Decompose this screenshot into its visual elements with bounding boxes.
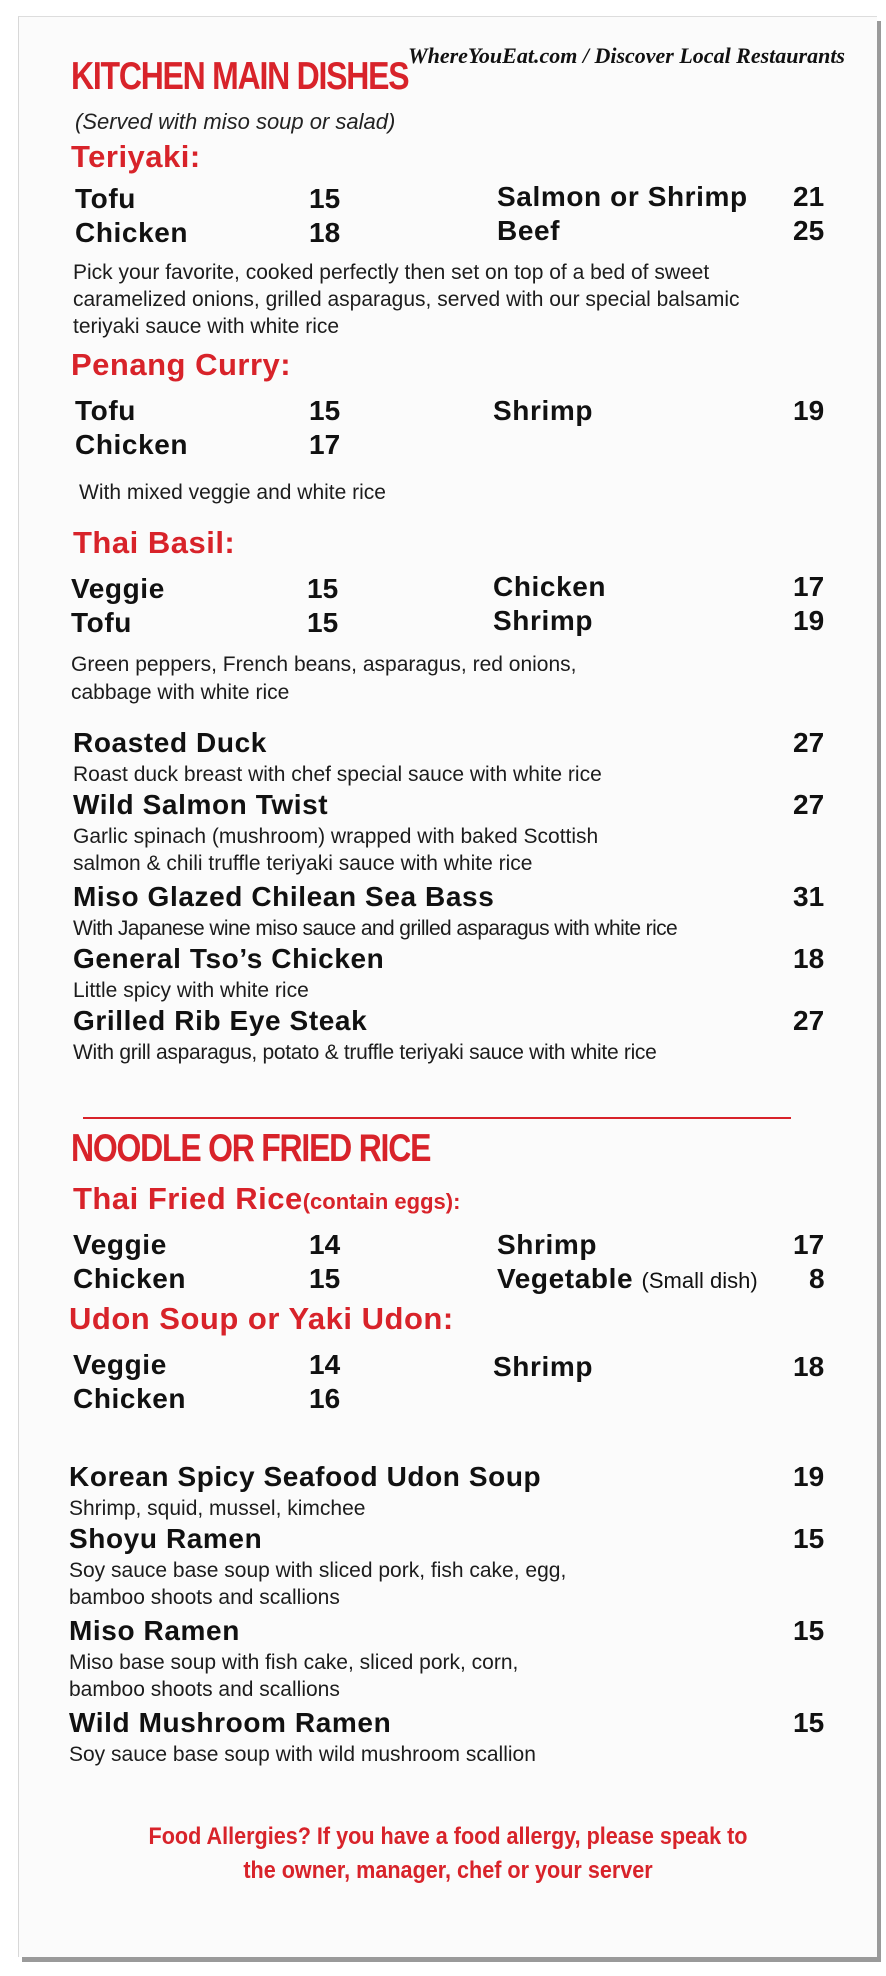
item-price: 15: [309, 183, 341, 214]
item-price: 17: [793, 571, 825, 602]
item-price: 21: [793, 181, 825, 212]
item-price: 14: [309, 1349, 341, 1380]
item-name: Shrimp: [497, 1229, 598, 1260]
item-name: Tofu: [75, 395, 136, 426]
item-name: Wild Mushroom Ramen: [69, 1707, 392, 1738]
item-description: With mixed veggie and white rice: [79, 481, 386, 504]
item-description: bamboo shoots and scallions: [69, 1586, 340, 1609]
category-udon: Udon Soup or Yaki Udon:: [69, 1301, 454, 1336]
item-price: 14: [309, 1229, 341, 1260]
item-price: 17: [309, 429, 341, 460]
item-price: 15: [307, 607, 339, 638]
section-divider: [83, 1117, 791, 1119]
item-description: With Japanese wine miso sauce and grilled asparagus with white rice: [73, 917, 678, 940]
item-description: cabbage with white rice: [71, 681, 290, 704]
item-price: 16: [309, 1383, 341, 1414]
item-price: 27: [793, 789, 825, 820]
item-name: Veggie: [73, 1229, 167, 1260]
item-name: Shrimp: [493, 605, 594, 636]
item-name: Tofu: [71, 607, 132, 638]
item-note: (Small dish): [641, 1268, 758, 1293]
item-price: 19: [793, 395, 825, 426]
item-name: Chicken: [75, 217, 189, 248]
item-price: 18: [309, 217, 341, 248]
item-name: Chicken: [75, 429, 189, 460]
section-title-noodle: NOODLE OR FRIED RICE: [71, 1127, 431, 1170]
item-description: Shrimp, squid, mussel, kimchee: [69, 1497, 366, 1520]
item-description: Miso base soup with fish cake, sliced pork, corn,: [69, 1651, 519, 1674]
item-description: Soy sauce base soup with wild mushroom scallion: [69, 1743, 536, 1766]
item-description: Green peppers, French beans, asparagus, red onions,: [71, 653, 577, 676]
item-name: Grilled Rib Eye Steak: [73, 1005, 368, 1036]
item-name: Korean Spicy Seafood Udon Soup: [69, 1461, 542, 1492]
category-name: Thai Fried Rice: [73, 1181, 303, 1216]
item-price: 15: [793, 1707, 825, 1738]
item-name: Veggie: [71, 573, 165, 604]
item-name: Tofu: [75, 183, 136, 214]
item-description: Roast duck breast with chef special sauce with white rice: [73, 763, 602, 786]
section-title-kitchen: KITCHEN MAIN DISHES: [71, 55, 409, 98]
watermark: WhereYouEat.com / Discover Local Restaurants: [408, 43, 845, 68]
item-price: 25: [793, 215, 825, 246]
category-thai-basil: Thai Basil:: [73, 525, 236, 560]
item-price: 19: [793, 605, 825, 636]
item-name: Roasted Duck: [73, 727, 267, 758]
item-price: 15: [307, 573, 339, 604]
item-price: 19: [793, 1461, 825, 1492]
item-description: bamboo shoots and scallions: [69, 1678, 340, 1701]
category-thai-fried-rice: [73, 1181, 460, 1217]
item-description: caramelized onions, grilled asparagus, served with our special balsamic: [73, 288, 740, 311]
item-price: 17: [793, 1229, 825, 1260]
item-price: 15: [793, 1523, 825, 1554]
item-name: Salmon or Shrimp: [497, 181, 748, 212]
item-name: [497, 1263, 758, 1295]
item-price: 18: [793, 1351, 825, 1382]
item-label: Vegetable: [497, 1263, 634, 1294]
item-name: Shoyu Ramen: [69, 1523, 263, 1554]
item-name: Chicken: [493, 571, 607, 602]
item-price: 15: [309, 1263, 341, 1294]
item-price: 27: [793, 727, 825, 758]
item-price: 31: [793, 881, 825, 912]
category-teriyaki: Teriyaki:: [71, 139, 201, 174]
item-name: Veggie: [73, 1349, 167, 1380]
item-description: salmon & chili truffle teriyaki sauce with white rice: [73, 852, 533, 875]
menu-page: [18, 16, 877, 1957]
category-penang-curry: Penang Curry:: [71, 347, 292, 382]
item-price: 15: [309, 395, 341, 426]
item-description: Pick your favorite, cooked perfectly then set on top of a bed of sweet: [73, 261, 710, 284]
item-description: With grill asparagus, potato & truffle teriyaki sauce with white rice: [73, 1041, 657, 1064]
category-note: (contain eggs):: [302, 1189, 461, 1214]
section-subtitle: (Served with miso soup or salad): [75, 109, 396, 134]
item-name: General Tso’s Chicken: [73, 943, 385, 974]
item-description: Soy sauce base soup with sliced pork, fish cake, egg,: [69, 1559, 567, 1582]
item-name: Beef: [497, 215, 561, 246]
item-description: Garlic spinach (mushroom) wrapped with baked Scottish: [73, 825, 599, 848]
item-price: 27: [793, 1005, 825, 1036]
item-price: 8: [809, 1263, 825, 1294]
item-name: Wild Salmon Twist: [73, 789, 329, 820]
item-name: Miso Glazed Chilean Sea Bass: [73, 881, 495, 912]
allergy-notice-line1: Food Allergies? If you have a food allergy, please speak to: [148, 1823, 748, 1850]
allergy-notice-line2: the owner, manager, chef or your server: [243, 1857, 653, 1884]
item-name: Miso Ramen: [69, 1615, 240, 1646]
item-description: teriyaki sauce with white rice: [73, 315, 340, 338]
item-price: 15: [793, 1615, 825, 1646]
item-description: Little spicy with white rice: [73, 979, 309, 1002]
item-name: Shrimp: [493, 1351, 594, 1382]
item-name: Chicken: [73, 1383, 187, 1414]
item-name: Chicken: [73, 1263, 187, 1294]
item-price: 18: [793, 943, 825, 974]
item-name: Shrimp: [493, 395, 594, 426]
